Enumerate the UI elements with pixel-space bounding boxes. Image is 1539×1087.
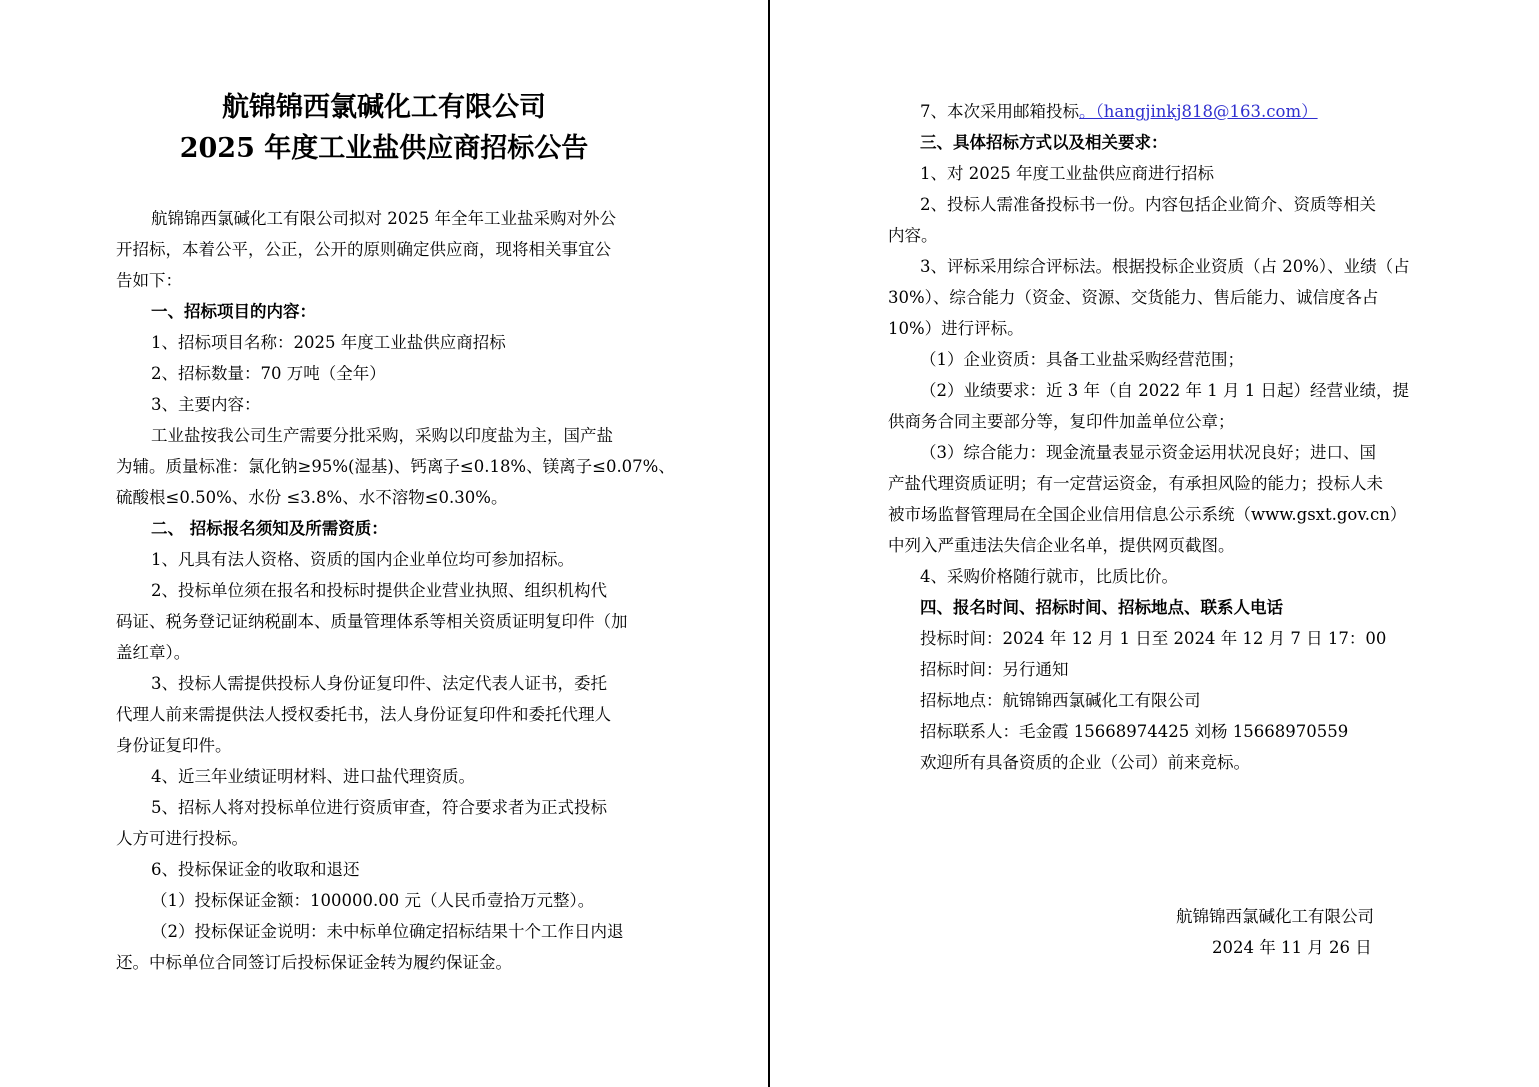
paragraph-line: 代理人前来需提供法人授权委托书，法人身份证复印件和委托代理人 (116, 705, 611, 724)
paragraph-line: 1、招标项目名称：2025 年度工业盐供应商招标 (151, 333, 506, 352)
paragraph-line: 被市场监督管理局在全国企业信用信息公示系统（www.gsxt.gov.cn） (888, 505, 1407, 524)
paragraph-line: 2、招标数量：70 万吨（全年） (151, 364, 386, 383)
paragraph-line: 6、投标保证金的收取和退还 (151, 860, 360, 879)
paragraph-line: （2）投标保证金说明：未中标单位确定招标结果十个工作日内退 (151, 922, 624, 941)
paragraph-line: 中列入严重违法失信企业名单，提供网页截图。 (888, 536, 1235, 555)
email-line (920, 101, 1318, 123)
section-heading-3: 三、具体招标方式以及相关要求： (920, 133, 1168, 152)
page-divider (768, 0, 770, 1087)
paragraph-line: 30%）、综合能力（资金、资源、交货能力、售后能力、诚信度各占 (888, 288, 1379, 307)
intro-line: 告如下： (116, 271, 182, 290)
email-link[interactable]: 。（hangjinkj818@163.com） (1079, 102, 1318, 121)
paragraph-line: 盖红章）。 (116, 643, 191, 662)
signature-company: 航锦锦西氯碱化工有限公司 (1176, 907, 1374, 926)
title-company: 航锦锦西氯碱化工有限公司 (222, 92, 546, 123)
paragraph-line: 3、投标人需提供投标人身份证复印件、法定代表人证书，委托 (151, 674, 607, 693)
title-notice: 2025 年度工业盐供应商招标公告 (179, 133, 589, 164)
paragraph-line: 硫酸根≤0.50%、水份 ≤3.8%、水不溶物≤0.30%。 (116, 488, 508, 507)
tender-contacts: 招标联系人：毛金霞 15668974425 刘杨 15668970559 (920, 722, 1349, 741)
paragraph-line: 2、投标单位须在报名和投标时提供企业营业执照、组织机构代 (151, 581, 607, 600)
signature-date: 2024 年 11 月 26 日 (1212, 938, 1372, 957)
section-heading-1: 一、招标项目的内容： (151, 302, 316, 321)
bid-time: 投标时间：2024 年 12 月 1 日至 2024 年 12 月 7 日 17：00 (920, 629, 1387, 648)
paragraph-line: 供商务合同主要部分等，复印件加盖单位公章； (888, 412, 1235, 431)
paragraph-line: 为辅。质量标准：氯化钠≥95%(湿基)、钙离子≤0.18%、镁离子≤0.07%、 (116, 457, 675, 476)
paragraph-line: 人方可进行投标。 (116, 829, 248, 848)
paragraph-line: 1、对 2025 年度工业盐供应商进行招标 (920, 164, 1214, 183)
paragraph-line: 码证、税务登记证纳税副本、质量管理体系等相关资质证明复印件（加 (116, 612, 628, 631)
section-heading-2: 二、 招标报名须知及所需资质： (151, 519, 388, 538)
paragraph-line: 身份证复印件。 (116, 736, 232, 755)
welcome-line: 欢迎所有具备资质的企业（公司）前来竞标。 (920, 753, 1250, 772)
paragraph-line: 工业盐按我公司生产需要分批采购，采购以印度盐为主，国产盐 (151, 426, 613, 445)
paragraph-line: 4、采购价格随行就市，比质比价。 (920, 567, 1178, 586)
paragraph-line: 产盐代理资质证明；有一定营运资金，有承担风险的能力；投标人未 (888, 474, 1383, 493)
paragraph-line: 内容。 (888, 226, 938, 245)
tender-time: 招标时间：另行通知 (920, 660, 1069, 679)
paragraph-line: 3、主要内容： (151, 395, 261, 414)
paragraph-line: 2、投标人需准备投标书一份。内容包括企业简介、资质等相关 (920, 195, 1376, 214)
tender-location: 招标地点：航锦锦西氯碱化工有限公司 (920, 691, 1201, 710)
paragraph-line: 1、凡具有法人资格、资质的国内企业单位均可参加招标。 (151, 550, 574, 569)
intro-line: 开招标，本着公平，公正，公开的原则确定供应商，现将相关事宜公 (116, 240, 611, 259)
paragraph-line: （1）企业资质：具备工业盐采购经营范围； (920, 350, 1244, 369)
email-prefix: 7、本次采用邮箱投标 (920, 102, 1079, 121)
paragraph-line: （1）投标保证金额：100000.00 元（人民币壹拾万元整）。 (151, 891, 595, 910)
paragraph-line: 3、评标采用综合评标法。根据投标企业资质（占 20%）、业绩（占 (920, 257, 1410, 276)
paragraph-line: 5、招标人将对投标单位进行资质审查，符合要求者为正式投标 (151, 798, 607, 817)
paragraph-line: 4、近三年业绩证明材料、进口盐代理资质。 (151, 767, 475, 786)
paragraph-line: （3）综合能力：现金流量表显示资金运用状况良好；进口、国 (920, 443, 1376, 462)
paragraph-line: 还。中标单位合同签订后投标保证金转为履约保证金。 (116, 953, 512, 972)
paragraph-line: （2）业绩要求：近 3 年（自 2022 年 1 月 1 日起）经营业绩，提 (920, 381, 1409, 400)
section-heading-4: 四、报名时间、招标时间、招标地点、联系人电话 (920, 598, 1283, 617)
intro-line: 航锦锦西氯碱化工有限公司拟对 2025 年全年工业盐采购对外公 (151, 209, 616, 228)
paragraph-line: 10%）进行评标。 (888, 319, 1024, 338)
